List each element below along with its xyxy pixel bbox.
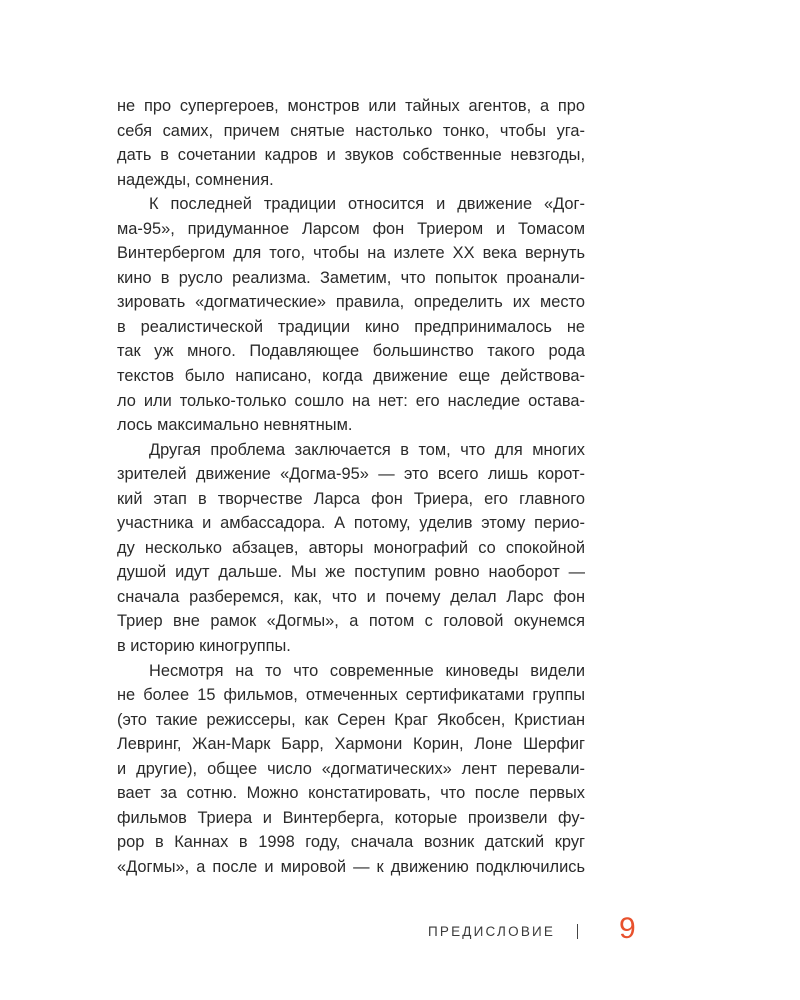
text-line: надежды, сомнения.	[117, 170, 274, 189]
text-line: фильмов Триера и Винтерберга, которые произвели фу-	[117, 808, 585, 827]
text-line: кино в русло реализма. Заметим, что попыток проанали-	[117, 268, 585, 287]
footer-separator	[577, 924, 578, 939]
text-line: в историю киногруппы.	[117, 637, 291, 656]
text-line: ло или только-только сошло на нет: его наследие остава-	[117, 391, 585, 410]
body-text	[117, 94, 585, 880]
page-number: 9	[619, 912, 636, 945]
text-line: Несмотря на то что современные киноведы видели	[149, 661, 585, 680]
text-line: Левринг, Жан-Марк Барр, Хармони Корин, Лоне Шерфиг	[117, 735, 585, 754]
text-line: лось максимально невнятным.	[117, 416, 353, 435]
text-line: К последней традиции относится и движение «Дог-	[149, 195, 585, 214]
text-line: «Догмы», а после и мировой — к движению подключились	[117, 857, 585, 876]
text-line: не более 15 фильмов, отмеченных сертификатами группы	[117, 686, 585, 705]
text-line: себя самих, причем снятые настолько тонко, чтобы уга-	[117, 121, 585, 140]
text-line: рор в Каннах в 1998 году, сначала возник датский круг	[117, 833, 585, 852]
text-line: так уж много. Подавляющее большинство такого рода	[117, 342, 585, 361]
text-line: сначала разберемся, как, что и почему делал Ларс фон	[117, 587, 585, 606]
text-line: Триер вне рамок «Догмы», а потом с головой окунемся	[117, 612, 585, 631]
text-line: текстов было написано, когда движение еще действова-	[117, 367, 585, 386]
text-line: в реалистической традиции кино предпринималось не	[117, 317, 585, 336]
text-line: дать в сочетании кадров и звуков собственные невзгоды,	[117, 146, 585, 165]
text-line: ду несколько абзацев, авторы монографий со спокойной	[117, 538, 585, 557]
text-line: ма-95», придуманное Ларсом фон Триером и Томасом	[117, 219, 585, 238]
text-line: Винтербергом для того, чтобы на излете XX века вернуть	[117, 244, 585, 263]
text-line: зрителей движение «Догма-95» — это всего лишь корот-	[117, 465, 585, 484]
section-label: ПРЕДИСЛОВИЕ	[428, 924, 556, 939]
text-line: зировать «догматические» правила, определить их место	[117, 293, 585, 312]
text-line: вает за сотню. Можно констатировать, что после первых	[117, 784, 585, 803]
text-line: участника и амбассадора. А потому, уделив этому перио-	[117, 514, 585, 533]
text-line: Другая проблема заключается в том, что для многих	[149, 440, 585, 459]
text-line: не про супергероев, монстров или тайных агентов, а про	[117, 97, 585, 115]
text-line: душой идут дальше. Мы же поступим ровно наоборот —	[117, 563, 585, 582]
text-line: (это такие режиссеры, как Серен Краг Якобсен, Кристиан	[117, 710, 585, 729]
text-line: кий этап в творчестве Ларса фон Триера, его главного	[117, 489, 585, 508]
page-footer	[0, 912, 800, 952]
text-line: и другие), общее число «догматических» лент перевали-	[117, 759, 585, 778]
